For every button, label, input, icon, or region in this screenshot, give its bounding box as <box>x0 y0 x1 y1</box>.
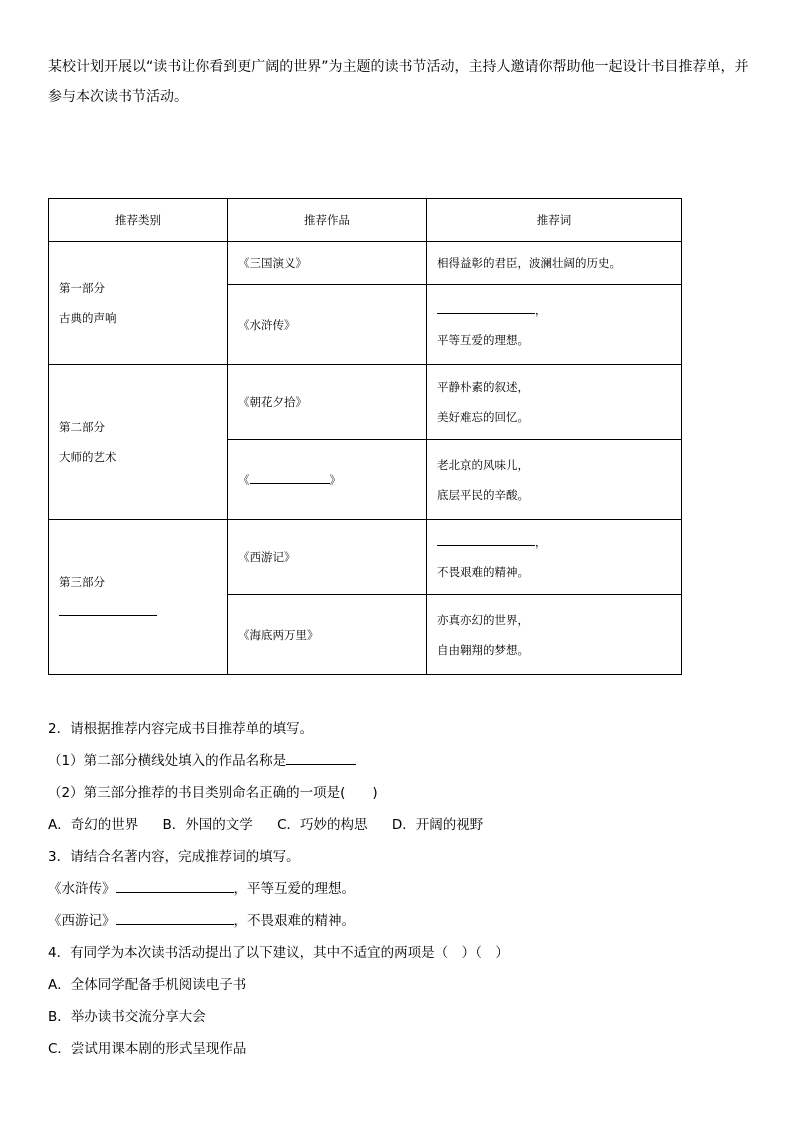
words-line: 不畏艰难的精神。 <box>437 565 529 579</box>
category-part: 第一部分 <box>59 281 105 295</box>
category-name: 大师的艺术 <box>59 450 117 464</box>
words-cell <box>427 595 682 675</box>
question-2-2: （2）第三部分推荐的书目类别命名正确的一项是( ) <box>48 785 378 801</box>
words-tail: ， <box>535 302 547 317</box>
question-3-b: 《西游记》 ，不畏艰难的精神。 <box>48 913 355 929</box>
words-cell <box>427 242 682 285</box>
intro-paragraph: 某校计划开展以“读书让你看到更广阔的世界”为主题的读书节活动，主持人邀请你帮助他一起设计书目推荐单，并参与本次读书节活动。 <box>48 59 749 105</box>
book-cell: 《朝花夕拾》 <box>228 365 427 440</box>
category-part: 第三部分 <box>59 575 105 589</box>
question-3: 3．请结合名著内容，完成推荐词的填写。 <box>48 849 300 865</box>
header-words: 推荐词 <box>427 199 682 242</box>
question-2-1: （1）第二部分横线处填入的作品名称是 <box>48 749 356 769</box>
book-cell: 《三国演义》 <box>228 242 427 285</box>
recommendation-table <box>48 198 682 675</box>
option-c[interactable]: C．巧妙的构思 <box>277 817 368 833</box>
option-c[interactable]: C．尝试用课本剧的形式呈现作品 <box>48 1041 247 1057</box>
table-row <box>49 365 682 440</box>
question-2: 2．请根据推荐内容完成书目推荐单的填写。 <box>48 721 314 737</box>
book-cell: 《西游记》 <box>228 520 427 595</box>
words-line: 美好难忘的回忆。 <box>437 410 529 424</box>
option-d[interactable]: D．开阔的视野 <box>391 817 484 833</box>
book-cell: 《 》 <box>228 440 427 520</box>
book-cell: 《水浒传》 <box>228 285 427 365</box>
question-3-a: 《水浒传》 ，平等互爱的理想。 <box>48 881 355 897</box>
table-row <box>49 520 682 595</box>
words-cell <box>427 520 682 595</box>
words-cell <box>427 365 682 440</box>
words-line: 底层平民的辛酸。 <box>437 487 529 502</box>
words-line: 相得益彰的君臣，波澜壮阔的历史。 <box>437 256 621 270</box>
words-line: 老北京的风味儿， <box>437 457 529 472</box>
category-part: 第二部分 <box>59 420 105 434</box>
words-cell <box>427 285 682 365</box>
category-cell <box>49 365 228 520</box>
category-cell <box>49 520 228 675</box>
fill-blank[interactable] <box>437 301 535 314</box>
words-line: 平静朴素的叙述， <box>437 380 529 394</box>
book-cell: 《海底两万里》 <box>228 595 427 675</box>
answer-blank[interactable] <box>286 752 356 765</box>
fill-blank[interactable] <box>59 603 157 616</box>
question-2-options <box>48 813 483 833</box>
category-name: 古典的声响 <box>59 311 117 325</box>
table-header-row <box>49 199 682 242</box>
header-work: 推荐作品 <box>228 199 427 242</box>
answer-blank[interactable] <box>116 912 234 925</box>
table-row <box>49 242 682 285</box>
answer-blank[interactable] <box>116 880 234 893</box>
category-cell <box>49 242 228 365</box>
words-line: 平等互爱的理想。 <box>437 332 529 347</box>
header-category: 推荐类别 <box>49 199 228 242</box>
option-a[interactable]: A．全体同学配备手机阅读电子书 <box>48 977 247 993</box>
fill-blank[interactable] <box>250 471 330 484</box>
words-tail: ， <box>535 535 547 549</box>
question-4: 4．有同学为本次读书活动提出了以下建议，其中不适宜的两项是（ ）（ ） <box>48 945 509 961</box>
fill-blank[interactable] <box>437 533 535 546</box>
words-cell <box>427 440 682 520</box>
option-b[interactable]: B．举办读书交流分享大会 <box>48 1009 206 1025</box>
option-b[interactable]: B．外国的文学 <box>162 817 253 833</box>
option-a[interactable]: A．奇幻的世界 <box>48 817 139 833</box>
words-line: 自由翱翔的梦想。 <box>437 642 529 657</box>
words-line: 亦真亦幻的世界， <box>437 612 529 627</box>
